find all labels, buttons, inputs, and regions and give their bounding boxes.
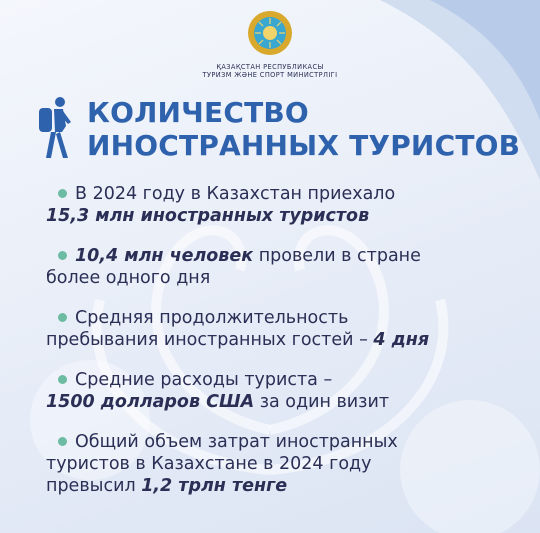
fact-text: за один визит: [254, 392, 390, 412]
fact-text: Средние расходы туриста –: [75, 370, 333, 390]
bullet-dot-icon: [58, 437, 67, 446]
fact-highlight: 15,3 млн иностранных туристов: [46, 206, 370, 226]
fact-item: [46, 245, 516, 289]
facts-list: [46, 183, 516, 497]
ministry-header: [0, 10, 540, 79]
ministry-name-line2: ТУРИЗМ ЖӘНЕ СПОРТ МИНИСТРЛІГІ: [202, 71, 338, 79]
bullet-dot-icon: [58, 313, 67, 322]
fact-text: провели в стране: [253, 246, 421, 266]
fact-highlight: 1500 долларов США: [46, 392, 255, 412]
bullet-dot-icon: [58, 375, 67, 384]
fact-text: превысил: [46, 476, 142, 496]
title-line2: ИНОСТРАННЫХ ТУРИСТОВ: [87, 129, 521, 162]
ministry-name-line1: ҚАЗАҚСТАН РЕСПУБЛИКАСЫ: [216, 63, 324, 71]
fact-text: Средняя продолжительность: [75, 308, 349, 328]
fact-highlight: 4 дня: [373, 330, 430, 350]
fact-item: [46, 183, 516, 227]
fact-item: [46, 431, 516, 497]
fact-item: [46, 307, 516, 351]
fact-text: более одного дня: [46, 268, 211, 288]
fact-text: пребывания иностранных гостей –: [46, 330, 374, 350]
hiker-icon: [35, 96, 77, 160]
title-block: [35, 96, 520, 162]
fact-highlight: 10,4 млн человек: [75, 246, 254, 266]
fact-text: В 2024 году в Казахстан приехало: [75, 184, 396, 204]
bullet-dot-icon: [58, 251, 67, 260]
title-line1: КОЛИЧЕСТВО: [87, 96, 309, 129]
fact-item: [46, 369, 516, 413]
state-emblem-icon: [247, 10, 293, 56]
bullet-dot-icon: [58, 189, 67, 198]
fact-highlight: 1,2 трлн тенге: [141, 476, 288, 496]
fact-text: Общий объем затрат иностранных: [75, 432, 398, 452]
fact-text: туристов в Казахстане в 2024 году: [46, 454, 372, 474]
